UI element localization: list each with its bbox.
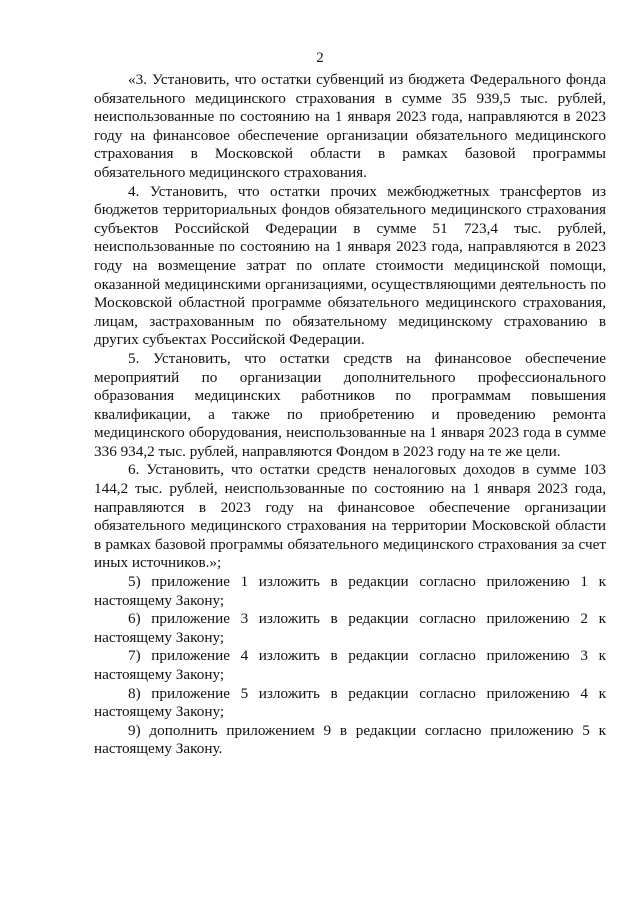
paragraph-6-nontax-income: 6. Установить, что остатки средств неналоговых доходов в сумме 103 144,2 тыс. рублей, неиспользованные по состоянию на 1 января 2023 года, направляются в 2023 году на финансовое обеспечение организации обязательного медицинского страхования на территории Московской области в рамках базовой программы обязательного медицинского страхования за счет иных источников.»; bbox=[94, 461, 606, 572]
item-6-appendix-3: 6) приложение 3 изложить в редакции согласно приложению 2 к настоящему Закону; bbox=[94, 610, 606, 646]
document-body bbox=[94, 71, 606, 759]
paragraph-5-training-equipment: 5. Установить, что остатки средств на финансовое обеспечение мероприятий по организации дополнительного профессионального образования медицинских работников по программам повышения квалификации, а также по приобретению и проведению ремонта медицинского оборудования, неиспользованные на 1 января 2023 года в сумме 336 934,2 тыс. рублей, направляются Фондом в 2023 году на те же цели. bbox=[94, 349, 606, 460]
paragraph-4-interbudget-transfers: 4. Установить, что остатки прочих межбюджетных трансфертов из бюджетов территориальных фондов обязательного медицинского страхования субъектов Российской Федерации в сумме 51 723,4 тыс. рублей, неиспользованные по состоянию на 1 января 2023 года, направляются в 2023 году на возмещение затрат по оплате стоимости медицинской помощи, оказанной медицинскими организациями, осуществляющими деятельность по Московской областной программе обязательного медицинского страхования, лицам, застрахованным по обязательному медицинскому страхованию в других субъектах Российской Федерации. bbox=[94, 182, 606, 349]
item-5-appendix-1: 5) приложение 1 изложить в редакции согласно приложению 1 к настоящему Закону; bbox=[94, 573, 606, 609]
page-number: 2 bbox=[316, 50, 324, 66]
item-8-appendix-5: 8) приложение 5 изложить в редакции согласно приложению 4 к настоящему Закону; bbox=[94, 684, 606, 721]
paragraph-3-subventions: «3. Установить, что остатки субвенций из бюджета Федерального фонда обязательного медицинского страхования в сумме 35 939,5 тыс. рублей, неиспользованные по состоянию на 1 января 2023 года, направляются в 2023 году на финансовое обеспечение организации обязательного медицинского страхования в Московской области в рамках базовой программы обязательного медицинского страхования. bbox=[94, 71, 606, 181]
item-9-add-appendix-9: 9) дополнить приложением 9 в редакции согласно приложению 5 к настоящему Закону. bbox=[94, 721, 606, 758]
item-7-appendix-4: 7) приложение 4 изложить в редакции согласно приложению 3 к настоящему Закону; bbox=[94, 647, 606, 683]
